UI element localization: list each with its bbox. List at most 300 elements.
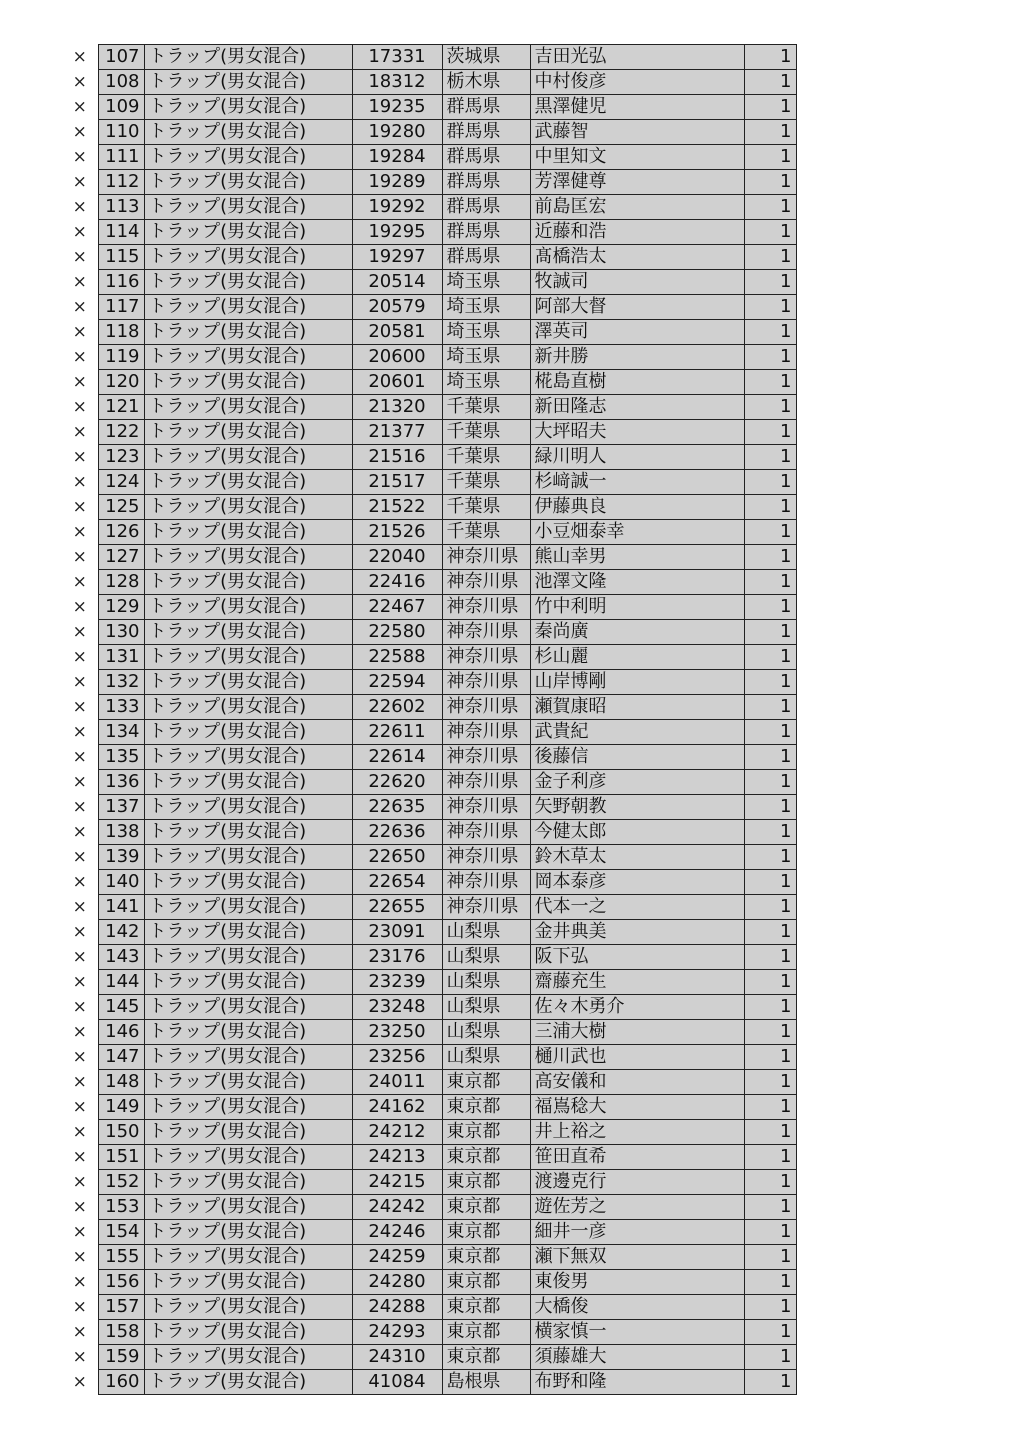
shooter-name-cell: 鈴木草太 (530, 845, 744, 870)
count-cell: 1 (744, 845, 796, 870)
prefecture-cell: 埼玉県 (442, 270, 530, 295)
entry-number-cell: 141 (98, 895, 144, 920)
count-cell: 1 (744, 1320, 796, 1345)
entry-number-cell: 135 (98, 745, 144, 770)
member-id-cell: 24310 (352, 1345, 442, 1370)
entry-number-cell: 111 (98, 145, 144, 170)
cross-mark: × (62, 1320, 98, 1345)
prefecture-cell: 埼玉県 (442, 345, 530, 370)
prefecture-cell: 山梨県 (442, 945, 530, 970)
shooter-name-cell: 樋川武也 (530, 1045, 744, 1070)
table-row (62, 770, 796, 795)
prefecture-cell: 埼玉県 (442, 320, 530, 345)
cross-mark: × (62, 845, 98, 870)
prefecture-cell: 群馬県 (442, 245, 530, 270)
entry-number-cell: 125 (98, 495, 144, 520)
event-name-cell: トラップ(男女混合) (144, 70, 352, 95)
entry-number-cell: 112 (98, 170, 144, 195)
table-row (62, 695, 796, 720)
table-row (62, 545, 796, 570)
member-id-cell: 22611 (352, 720, 442, 745)
event-name-cell: トラップ(男女混合) (144, 295, 352, 320)
count-cell: 1 (744, 945, 796, 970)
event-name-cell: トラップ(男女混合) (144, 1095, 352, 1120)
count-cell: 1 (744, 95, 796, 120)
shooter-name-cell: 笹田直希 (530, 1145, 744, 1170)
member-id-cell: 24212 (352, 1120, 442, 1145)
cross-mark: × (62, 1370, 98, 1395)
event-name-cell: トラップ(男女混合) (144, 220, 352, 245)
cross-mark: × (62, 945, 98, 970)
event-name-cell: トラップ(男女混合) (144, 370, 352, 395)
shooter-name-cell: 竹中利明 (530, 595, 744, 620)
shooter-name-cell: 小豆畑泰幸 (530, 520, 744, 545)
entry-number-cell: 155 (98, 1245, 144, 1270)
count-cell: 1 (744, 120, 796, 145)
table-row (62, 220, 796, 245)
count-cell: 1 (744, 395, 796, 420)
member-id-cell: 22636 (352, 820, 442, 845)
cross-mark: × (62, 620, 98, 645)
prefecture-cell: 神奈川県 (442, 645, 530, 670)
member-id-cell: 23239 (352, 970, 442, 995)
count-cell: 1 (744, 820, 796, 845)
member-id-cell: 21517 (352, 470, 442, 495)
prefecture-cell: 東京都 (442, 1120, 530, 1145)
entry-number-cell: 131 (98, 645, 144, 670)
cross-mark: × (62, 545, 98, 570)
cross-mark: × (62, 345, 98, 370)
cross-mark: × (62, 245, 98, 270)
member-id-cell: 22580 (352, 620, 442, 645)
cross-mark: × (62, 1095, 98, 1120)
event-name-cell: トラップ(男女混合) (144, 745, 352, 770)
shooter-name-cell: 山岸博剛 (530, 670, 744, 695)
count-cell: 1 (744, 1095, 796, 1120)
count-cell: 1 (744, 645, 796, 670)
entry-number-cell: 146 (98, 1020, 144, 1045)
shooter-name-cell: 前島匡宏 (530, 195, 744, 220)
cross-mark: × (62, 670, 98, 695)
member-id-cell: 20581 (352, 320, 442, 345)
shooter-name-cell: 杉山麗 (530, 645, 744, 670)
member-id-cell: 20601 (352, 370, 442, 395)
prefecture-cell: 山梨県 (442, 970, 530, 995)
prefecture-cell: 千葉県 (442, 495, 530, 520)
shooter-name-cell: 新井勝 (530, 345, 744, 370)
prefecture-cell: 神奈川県 (442, 870, 530, 895)
event-name-cell: トラップ(男女混合) (144, 1220, 352, 1245)
shooter-name-cell: 布野和隆 (530, 1370, 744, 1395)
entry-number-cell: 128 (98, 570, 144, 595)
cross-mark: × (62, 395, 98, 420)
prefecture-cell: 神奈川県 (442, 795, 530, 820)
cross-mark: × (62, 1070, 98, 1095)
cross-mark: × (62, 595, 98, 620)
count-cell: 1 (744, 1345, 796, 1370)
table-row (62, 720, 796, 745)
table-row (62, 1070, 796, 1095)
count-cell: 1 (744, 1295, 796, 1320)
table-row (62, 1045, 796, 1070)
cross-mark: × (62, 1020, 98, 1045)
prefecture-cell: 群馬県 (442, 145, 530, 170)
member-id-cell: 20579 (352, 295, 442, 320)
cross-mark: × (62, 1170, 98, 1195)
entry-number-cell: 153 (98, 1195, 144, 1220)
table-row (62, 645, 796, 670)
count-cell: 1 (744, 920, 796, 945)
shooter-name-cell: 椛島直樹 (530, 370, 744, 395)
event-name-cell: トラップ(男女混合) (144, 1170, 352, 1195)
table-row (62, 195, 796, 220)
event-name-cell: トラップ(男女混合) (144, 245, 352, 270)
shooter-name-cell: 熊山幸男 (530, 545, 744, 570)
count-cell: 1 (744, 1270, 796, 1295)
table-row (62, 45, 796, 70)
entry-number-cell: 157 (98, 1295, 144, 1320)
table-row (62, 1195, 796, 1220)
cross-mark: × (62, 645, 98, 670)
count-cell: 1 (744, 345, 796, 370)
event-name-cell: トラップ(男女混合) (144, 720, 352, 745)
entry-number-cell: 120 (98, 370, 144, 395)
shooter-name-cell: 細井一彦 (530, 1220, 744, 1245)
prefecture-cell: 群馬県 (442, 195, 530, 220)
member-id-cell: 18312 (352, 70, 442, 95)
prefecture-cell: 神奈川県 (442, 595, 530, 620)
table-row (62, 820, 796, 845)
table-row (62, 345, 796, 370)
member-id-cell: 22620 (352, 770, 442, 795)
table-row (62, 870, 796, 895)
member-id-cell: 20600 (352, 345, 442, 370)
entry-number-cell: 136 (98, 770, 144, 795)
table-row (62, 70, 796, 95)
member-id-cell: 22594 (352, 670, 442, 695)
count-cell: 1 (744, 570, 796, 595)
entry-number-cell: 151 (98, 1145, 144, 1170)
count-cell: 1 (744, 45, 796, 70)
entry-number-cell: 133 (98, 695, 144, 720)
count-cell: 1 (744, 420, 796, 445)
event-name-cell: トラップ(男女混合) (144, 345, 352, 370)
count-cell: 1 (744, 620, 796, 645)
event-name-cell: トラップ(男女混合) (144, 1295, 352, 1320)
shooter-name-cell: 金井典美 (530, 920, 744, 945)
shooter-name-cell: 武藤智 (530, 120, 744, 145)
cross-mark: × (62, 570, 98, 595)
member-id-cell: 24242 (352, 1195, 442, 1220)
table-row (62, 995, 796, 1020)
event-name-cell: トラップ(男女混合) (144, 545, 352, 570)
prefecture-cell: 埼玉県 (442, 295, 530, 320)
table-row (62, 920, 796, 945)
member-id-cell: 23091 (352, 920, 442, 945)
entry-number-cell: 137 (98, 795, 144, 820)
event-name-cell: トラップ(男女混合) (144, 995, 352, 1020)
count-cell: 1 (744, 595, 796, 620)
entry-number-cell: 122 (98, 420, 144, 445)
cross-mark: × (62, 70, 98, 95)
prefecture-cell: 島根県 (442, 1370, 530, 1395)
prefecture-cell: 神奈川県 (442, 745, 530, 770)
prefecture-cell: 東京都 (442, 1270, 530, 1295)
cross-mark: × (62, 1145, 98, 1170)
shooter-name-cell: 須藤雄大 (530, 1345, 744, 1370)
prefecture-cell: 千葉県 (442, 445, 530, 470)
prefecture-cell: 東京都 (442, 1245, 530, 1270)
entry-number-cell: 140 (98, 870, 144, 895)
cross-mark: × (62, 1295, 98, 1320)
entry-number-cell: 145 (98, 995, 144, 1020)
event-name-cell: トラップ(男女混合) (144, 270, 352, 295)
table-row (62, 320, 796, 345)
shooter-name-cell: 大坪昭夫 (530, 420, 744, 445)
member-id-cell: 22650 (352, 845, 442, 870)
event-name-cell: トラップ(男女混合) (144, 1320, 352, 1345)
prefecture-cell: 山梨県 (442, 1020, 530, 1045)
shooter-name-cell: 芳澤健尊 (530, 170, 744, 195)
count-cell: 1 (744, 1120, 796, 1145)
shooter-name-cell: 杉﨑誠一 (530, 470, 744, 495)
cross-mark: × (62, 970, 98, 995)
cross-mark: × (62, 695, 98, 720)
member-id-cell: 22614 (352, 745, 442, 770)
member-id-cell: 24213 (352, 1145, 442, 1170)
member-id-cell: 21377 (352, 420, 442, 445)
event-name-cell: トラップ(男女混合) (144, 1345, 352, 1370)
cross-mark: × (62, 720, 98, 745)
cross-mark: × (62, 320, 98, 345)
table-row (62, 145, 796, 170)
cross-mark: × (62, 370, 98, 395)
entry-number-cell: 118 (98, 320, 144, 345)
member-id-cell: 41084 (352, 1370, 442, 1395)
table-row (62, 1370, 796, 1395)
table-row (62, 1270, 796, 1295)
cross-mark: × (62, 795, 98, 820)
count-cell: 1 (744, 1220, 796, 1245)
count-cell: 1 (744, 1020, 796, 1045)
member-id-cell: 23248 (352, 995, 442, 1020)
event-name-cell: トラップ(男女混合) (144, 1370, 352, 1395)
member-id-cell: 22416 (352, 570, 442, 595)
table-row (62, 745, 796, 770)
member-id-cell: 23256 (352, 1045, 442, 1070)
table-row (62, 270, 796, 295)
event-name-cell: トラップ(男女混合) (144, 1245, 352, 1270)
prefecture-cell: 神奈川県 (442, 670, 530, 695)
count-cell: 1 (744, 70, 796, 95)
table-row (62, 420, 796, 445)
member-id-cell: 22655 (352, 895, 442, 920)
table-row (62, 845, 796, 870)
table-row (62, 295, 796, 320)
event-name-cell: トラップ(男女混合) (144, 120, 352, 145)
entry-number-cell: 108 (98, 70, 144, 95)
shooter-name-cell: 佐々木勇介 (530, 995, 744, 1020)
count-cell: 1 (744, 1045, 796, 1070)
prefecture-cell: 群馬県 (442, 95, 530, 120)
cross-mark: × (62, 1220, 98, 1245)
table-row (62, 570, 796, 595)
cross-mark: × (62, 1345, 98, 1370)
member-id-cell: 20514 (352, 270, 442, 295)
shooter-name-cell: 池澤文隆 (530, 570, 744, 595)
prefecture-cell: 栃木県 (442, 70, 530, 95)
event-name-cell: トラップ(男女混合) (144, 145, 352, 170)
entry-number-cell: 138 (98, 820, 144, 845)
shooter-name-cell: 福嶌稔大 (530, 1095, 744, 1120)
prefecture-cell: 群馬県 (442, 120, 530, 145)
event-name-cell: トラップ(男女混合) (144, 1120, 352, 1145)
table-row (62, 1020, 796, 1045)
count-cell: 1 (744, 795, 796, 820)
event-name-cell: トラップ(男女混合) (144, 945, 352, 970)
entry-number-cell: 109 (98, 95, 144, 120)
table-row (62, 595, 796, 620)
member-id-cell: 24162 (352, 1095, 442, 1120)
cross-mark: × (62, 145, 98, 170)
event-name-cell: トラップ(男女混合) (144, 445, 352, 470)
count-cell: 1 (744, 295, 796, 320)
event-name-cell: トラップ(男女混合) (144, 320, 352, 345)
entry-number-cell: 126 (98, 520, 144, 545)
count-cell: 1 (744, 270, 796, 295)
cross-mark: × (62, 195, 98, 220)
event-name-cell: トラップ(男女混合) (144, 795, 352, 820)
entry-number-cell: 142 (98, 920, 144, 945)
table-row (62, 1095, 796, 1120)
prefecture-cell: 神奈川県 (442, 570, 530, 595)
roster-table-body (62, 45, 796, 1395)
count-cell: 1 (744, 495, 796, 520)
event-name-cell: トラップ(男女混合) (144, 170, 352, 195)
shooter-name-cell: 高安儀和 (530, 1070, 744, 1095)
count-cell: 1 (744, 895, 796, 920)
entry-number-cell: 114 (98, 220, 144, 245)
cross-mark: × (62, 295, 98, 320)
count-cell: 1 (744, 520, 796, 545)
prefecture-cell: 山梨県 (442, 1045, 530, 1070)
count-cell: 1 (744, 1245, 796, 1270)
prefecture-cell: 東京都 (442, 1070, 530, 1095)
shooter-name-cell: 後藤信 (530, 745, 744, 770)
entry-number-cell: 129 (98, 595, 144, 620)
table-row (62, 445, 796, 470)
prefecture-cell: 群馬県 (442, 170, 530, 195)
shooter-name-cell: 阿部大督 (530, 295, 744, 320)
table-row (62, 1120, 796, 1145)
cross-mark: × (62, 920, 98, 945)
prefecture-cell: 神奈川県 (442, 695, 530, 720)
member-id-cell: 22467 (352, 595, 442, 620)
cross-mark: × (62, 1270, 98, 1295)
count-cell: 1 (744, 695, 796, 720)
event-name-cell: トラップ(男女混合) (144, 1145, 352, 1170)
prefecture-cell: 東京都 (442, 1220, 530, 1245)
entry-number-cell: 127 (98, 545, 144, 570)
member-id-cell: 24011 (352, 1070, 442, 1095)
shooter-name-cell: 大橋俊 (530, 1295, 744, 1320)
cross-mark: × (62, 1245, 98, 1270)
member-id-cell: 19235 (352, 95, 442, 120)
entry-number-cell: 134 (98, 720, 144, 745)
table-row (62, 970, 796, 995)
event-name-cell: トラップ(男女混合) (144, 420, 352, 445)
shooter-name-cell: 中里知文 (530, 145, 744, 170)
count-cell: 1 (744, 195, 796, 220)
prefecture-cell: 東京都 (442, 1095, 530, 1120)
shooter-name-cell: 岡本泰彦 (530, 870, 744, 895)
event-name-cell: トラップ(男女混合) (144, 470, 352, 495)
cross-mark: × (62, 220, 98, 245)
table-row (62, 245, 796, 270)
member-id-cell: 19295 (352, 220, 442, 245)
event-name-cell: トラップ(男女混合) (144, 770, 352, 795)
table-row (62, 1170, 796, 1195)
shooter-name-cell: 矢野朝教 (530, 795, 744, 820)
count-cell: 1 (744, 1370, 796, 1395)
event-name-cell: トラップ(男女混合) (144, 595, 352, 620)
cross-mark: × (62, 770, 98, 795)
shooter-name-cell: 井上裕之 (530, 1120, 744, 1145)
member-id-cell: 21522 (352, 495, 442, 520)
prefecture-cell: 神奈川県 (442, 620, 530, 645)
event-name-cell: トラップ(男女混合) (144, 870, 352, 895)
member-id-cell: 23250 (352, 1020, 442, 1045)
prefecture-cell: 千葉県 (442, 470, 530, 495)
prefecture-cell: 東京都 (442, 1145, 530, 1170)
shooter-name-cell: 遊佐芳之 (530, 1195, 744, 1220)
table-row (62, 520, 796, 545)
member-id-cell: 22654 (352, 870, 442, 895)
entry-number-cell: 121 (98, 395, 144, 420)
shooter-name-cell: 吉田光弘 (530, 45, 744, 70)
count-cell: 1 (744, 445, 796, 470)
count-cell: 1 (744, 970, 796, 995)
count-cell: 1 (744, 1170, 796, 1195)
cross-mark: × (62, 445, 98, 470)
event-name-cell: トラップ(男女混合) (144, 670, 352, 695)
event-name-cell: トラップ(男女混合) (144, 645, 352, 670)
member-id-cell: 24293 (352, 1320, 442, 1345)
table-row (62, 1320, 796, 1345)
event-name-cell: トラップ(男女混合) (144, 395, 352, 420)
event-name-cell: トラップ(男女混合) (144, 920, 352, 945)
table-row (62, 620, 796, 645)
entry-number-cell: 119 (98, 345, 144, 370)
table-row (62, 1345, 796, 1370)
count-cell: 1 (744, 545, 796, 570)
prefecture-cell: 茨城県 (442, 45, 530, 70)
member-id-cell: 19292 (352, 195, 442, 220)
shooter-name-cell: 中村俊彦 (530, 70, 744, 95)
event-name-cell: トラップ(男女混合) (144, 520, 352, 545)
event-name-cell: トラップ(男女混合) (144, 45, 352, 70)
entry-number-cell: 152 (98, 1170, 144, 1195)
prefecture-cell: 神奈川県 (442, 845, 530, 870)
table-row (62, 945, 796, 970)
cross-mark: × (62, 170, 98, 195)
cross-mark: × (62, 1195, 98, 1220)
count-cell: 1 (744, 745, 796, 770)
cross-mark: × (62, 270, 98, 295)
count-cell: 1 (744, 170, 796, 195)
count-cell: 1 (744, 370, 796, 395)
prefecture-cell: 神奈川県 (442, 895, 530, 920)
